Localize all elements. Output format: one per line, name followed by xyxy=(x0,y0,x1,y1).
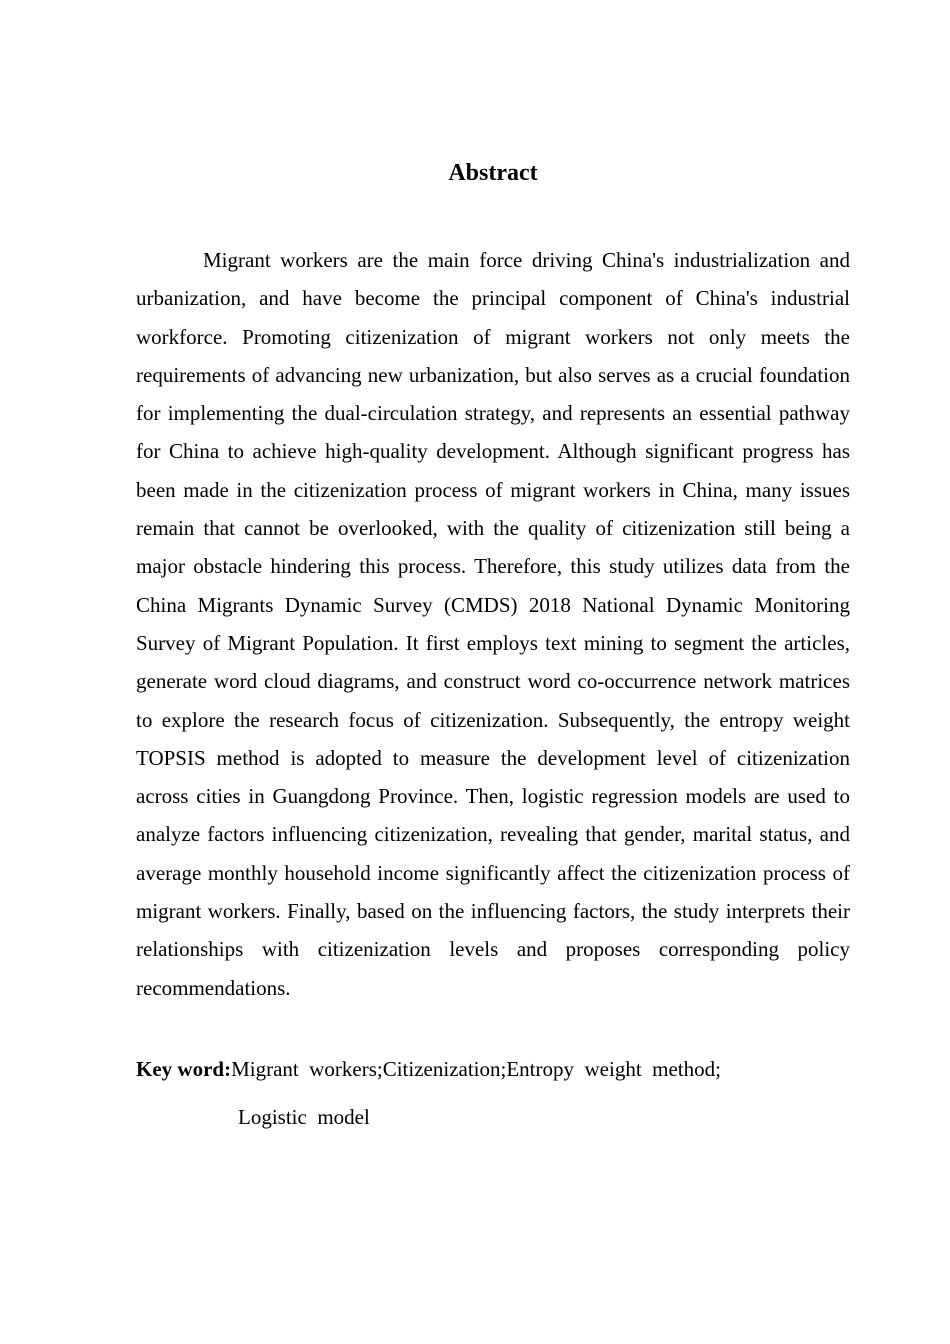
abstract-body: Migrant workers are the main force driving China's industrialization and urbanization, and have become the principal component of China's industrial workforce. Promoting citizenization of migrant workers not only meets the requirements of advancing new urbanization, but also serves as a crucial foundation for implementing the dual-circulation strategy, and represents an essential pathway for China to achieve high-quality development. Although significant progress has been made in the citizenization process of migrant workers in China, many issues remain that cannot be overlooked, with the quality of citizenization still being a major obstacle hindering this process. Therefore, this study utilizes data from the China Migrants Dynamic Survey (CMDS) 2018 National Dynamic Monitoring Survey of Migrant Population. It first employs text mining to segment the articles, generate word cloud diagrams, and construct word co-occurrence network matrices to explore the research focus of citizenization. Subsequently, the entropy weight TOPSIS method is adopted to measure the development level of citizenization across cities in Guangdong Province. Then, logistic regression models are used to analyze factors influencing citizenization, revealing that gender, marital status, and average monthly household income significantly affect the citizenization process of migrant workers. Finally, based on the influencing factors, the study interprets their relationships with citizenization levels and proposes corresponding policy recommendations. xyxy=(136,248,850,1000)
keywords-line xyxy=(136,1052,850,1086)
keywords-continuation: Logistic model xyxy=(238,1105,370,1129)
keywords-label: Key word: xyxy=(136,1057,232,1081)
keywords-list: Migrant workers;Citizenization;Entropy weight method; xyxy=(231,1057,721,1081)
abstract-title: Abstract xyxy=(448,160,538,186)
